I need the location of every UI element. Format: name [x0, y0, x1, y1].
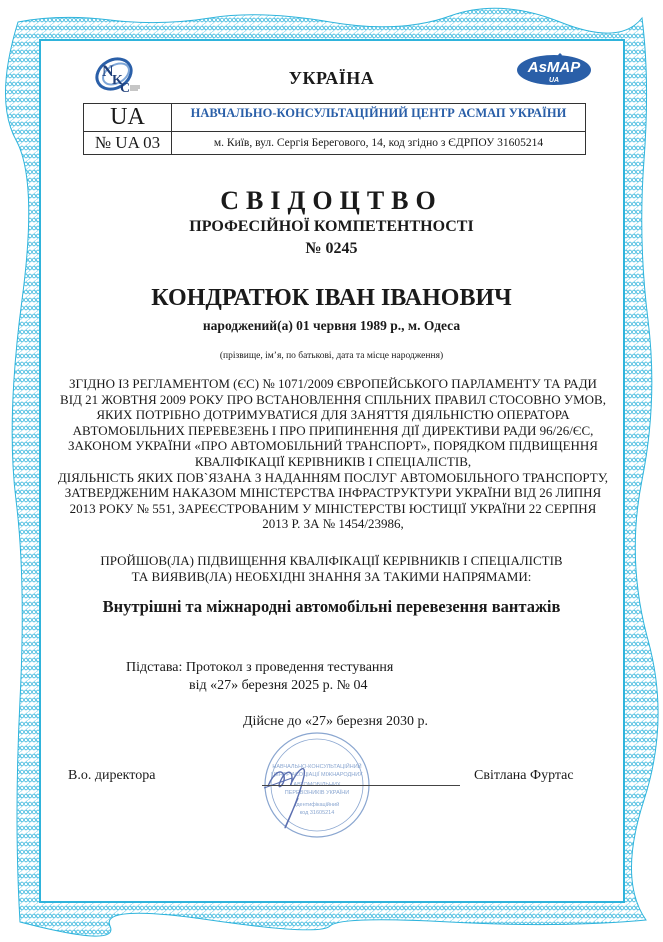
basis-line-1: Підстава: Протокол з проведення тестування	[126, 660, 394, 675]
svg-text:AsMAP: AsMAP	[527, 59, 581, 76]
svg-text:UA: UA	[548, 77, 560, 84]
signatory-name: Світлана Фуртас	[474, 768, 574, 783]
legal-line: 2013 РОКУ № 551, ЗАРЕЄСТРОВАНИМ У МІНІСТЕРСТВІ ЮСТИЦІЇ УКРАЇНИ 22 СЕРПНЯ	[69, 500, 597, 516]
organization-address: м. Київ, вул. Сергія Берегового, 14, код згідно з ЄДРПОУ 31605214	[172, 132, 586, 155]
legal-line: 2013 Р. ЗА № 1454/23986,	[262, 516, 404, 532]
completion-statement	[0, 553, 663, 584]
legal-line: АВТОМОБІЛЬНИХ ПЕРЕВЕЗЕНЬ І ПРО ПРИПИНЕННЯ ДІЇ ДИРЕКТИВИ РАДИ 96/26/ЄС,	[72, 422, 594, 438]
legal-line: ЗАКОНОМ УКРАЇНИ «ПРО АВТОМОБІЛЬНИЙ ТРАНСПОРТ», ПОРЯДКОМ ПІДВИЩЕННЯ	[68, 438, 598, 454]
certificate-number: № 0245	[305, 240, 358, 257]
svg-text:C: C	[120, 81, 131, 96]
handwritten-signature-icon	[262, 742, 332, 832]
legal-line: ВІД 21 ЖОВТНЯ 2009 РОКУ ПРО ВСТАНОВЛЕННЯ СПІЛЬНИХ ПРАВИЛ СТОСОВНО УМОВ,	[60, 391, 606, 407]
svg-text:Ідентифікаційний: Ідентифікаційний	[294, 802, 340, 808]
svg-text:ЦЕНТР АСОЦІАЦІЇ МІЖНАРОДНИХ: ЦЕНТР АСОЦІАЦІЇ МІЖНАРОДНИХ	[271, 772, 363, 778]
svg-text:K: K	[112, 73, 123, 88]
country-code: UA	[84, 104, 172, 132]
legal-line: ЗГІДНО ІЗ РЕГЛАМЕНТОМ (ЄС) № 1071/2009 ЄВРОПЕЙСЬКОГО ПАРЛАМЕНТУ ТА РАДИ	[69, 376, 597, 391]
signature-line	[262, 785, 460, 786]
validity-date: Дійсне до «27» березня 2030 р.	[243, 714, 428, 729]
certificate-subtitle: ПРОФЕСІЙНОЇ КОМПЕТЕНТНОСТІ	[189, 218, 474, 235]
holder-name: КОНДРАТЮК ІВАН ІВАНОВИЧ	[151, 285, 512, 311]
holder-birth-info: народжений(а) 01 червня 1989 р., м. Одеса	[202, 318, 461, 333]
legal-line: ЯКИХ ПОТРІБНО ДОТРИМУВАТИСЯ ДЛЯ ЗАНЯТТЯ ДІЯЛЬНІСТЮ ОПЕРАТОРА	[96, 407, 570, 423]
organization-table	[83, 103, 586, 155]
registry-number: № UA 03	[84, 132, 172, 155]
organization-name: НАВЧАЛЬНО-КОНСУЛЬТАЦІЙНИЙ ЦЕНТР АСМАП УКРАЇНИ	[172, 104, 586, 132]
signatory-role: В.о. директора	[68, 768, 156, 783]
svg-text:ПЕРЕВІЗНИКІВ УКРАЇНИ: ПЕРЕВІЗНИКІВ УКРАЇНИ	[284, 790, 350, 796]
legal-line: КВАЛІФІКАЦІЇ КЕРІВНИКІВ І СПЕЦІАЛІСТІВ,	[194, 453, 472, 469]
svg-text:НАВЧАЛЬНО-КОНСУЛЬТАЦІЙНИЙ: НАВЧАЛЬНО-КОНСУЛЬТАЦІЙНИЙ	[272, 764, 362, 770]
svg-text:N: N	[102, 63, 114, 80]
holder-field-hint: (прізвище, ім’я, по батькові, дата та місце народження)	[219, 351, 444, 361]
legal-basis-text	[38, 376, 628, 532]
legal-line: ДІЯЛЬНІСТЬ ЯКИХ ПОВ`ЯЗАНА З НАДАННЯМ ПОСЛУГ АВТОМОБІЛЬНОГО ТРАНСПОРТУ,	[57, 469, 609, 485]
legal-line: ЗАТВЕРДЖЕНИМ НАКАЗОМ МІНІСТЕРСТВА ІНФРАСТРУКТУРИ УКРАЇНИ ВІД 26 ЛИПНЯ	[64, 485, 602, 501]
training-direction: Внутрішні та міжнародні автомобільні перевезення вантажів	[102, 597, 561, 616]
completion-line: ПРОЙШОВ(ЛА) ПІДВИЩЕННЯ КВАЛІФІКАЦІЇ КЕРІВНИКІВ І СПЕЦІАЛІСТІВ	[100, 553, 563, 568]
basis-line-2: від «27» березня 2025 р. № 04	[189, 678, 368, 693]
svg-text:код 31605214: код 31605214	[299, 810, 335, 816]
country-heading: УКРАЇНА	[288, 68, 375, 88]
svg-text:АВТОМОБІЛЬНИХ: АВТОМОБІЛЬНИХ	[293, 782, 341, 788]
basis-protocol	[126, 659, 526, 695]
certificate-title: СВІДОЦТВО	[220, 186, 443, 215]
completion-line: ТА ВИЯВИВ(ЛА) НЕОБХІДНІ ЗНАННЯ ЗА ТАКИМИ НАПРЯМАМИ:	[131, 568, 532, 584]
